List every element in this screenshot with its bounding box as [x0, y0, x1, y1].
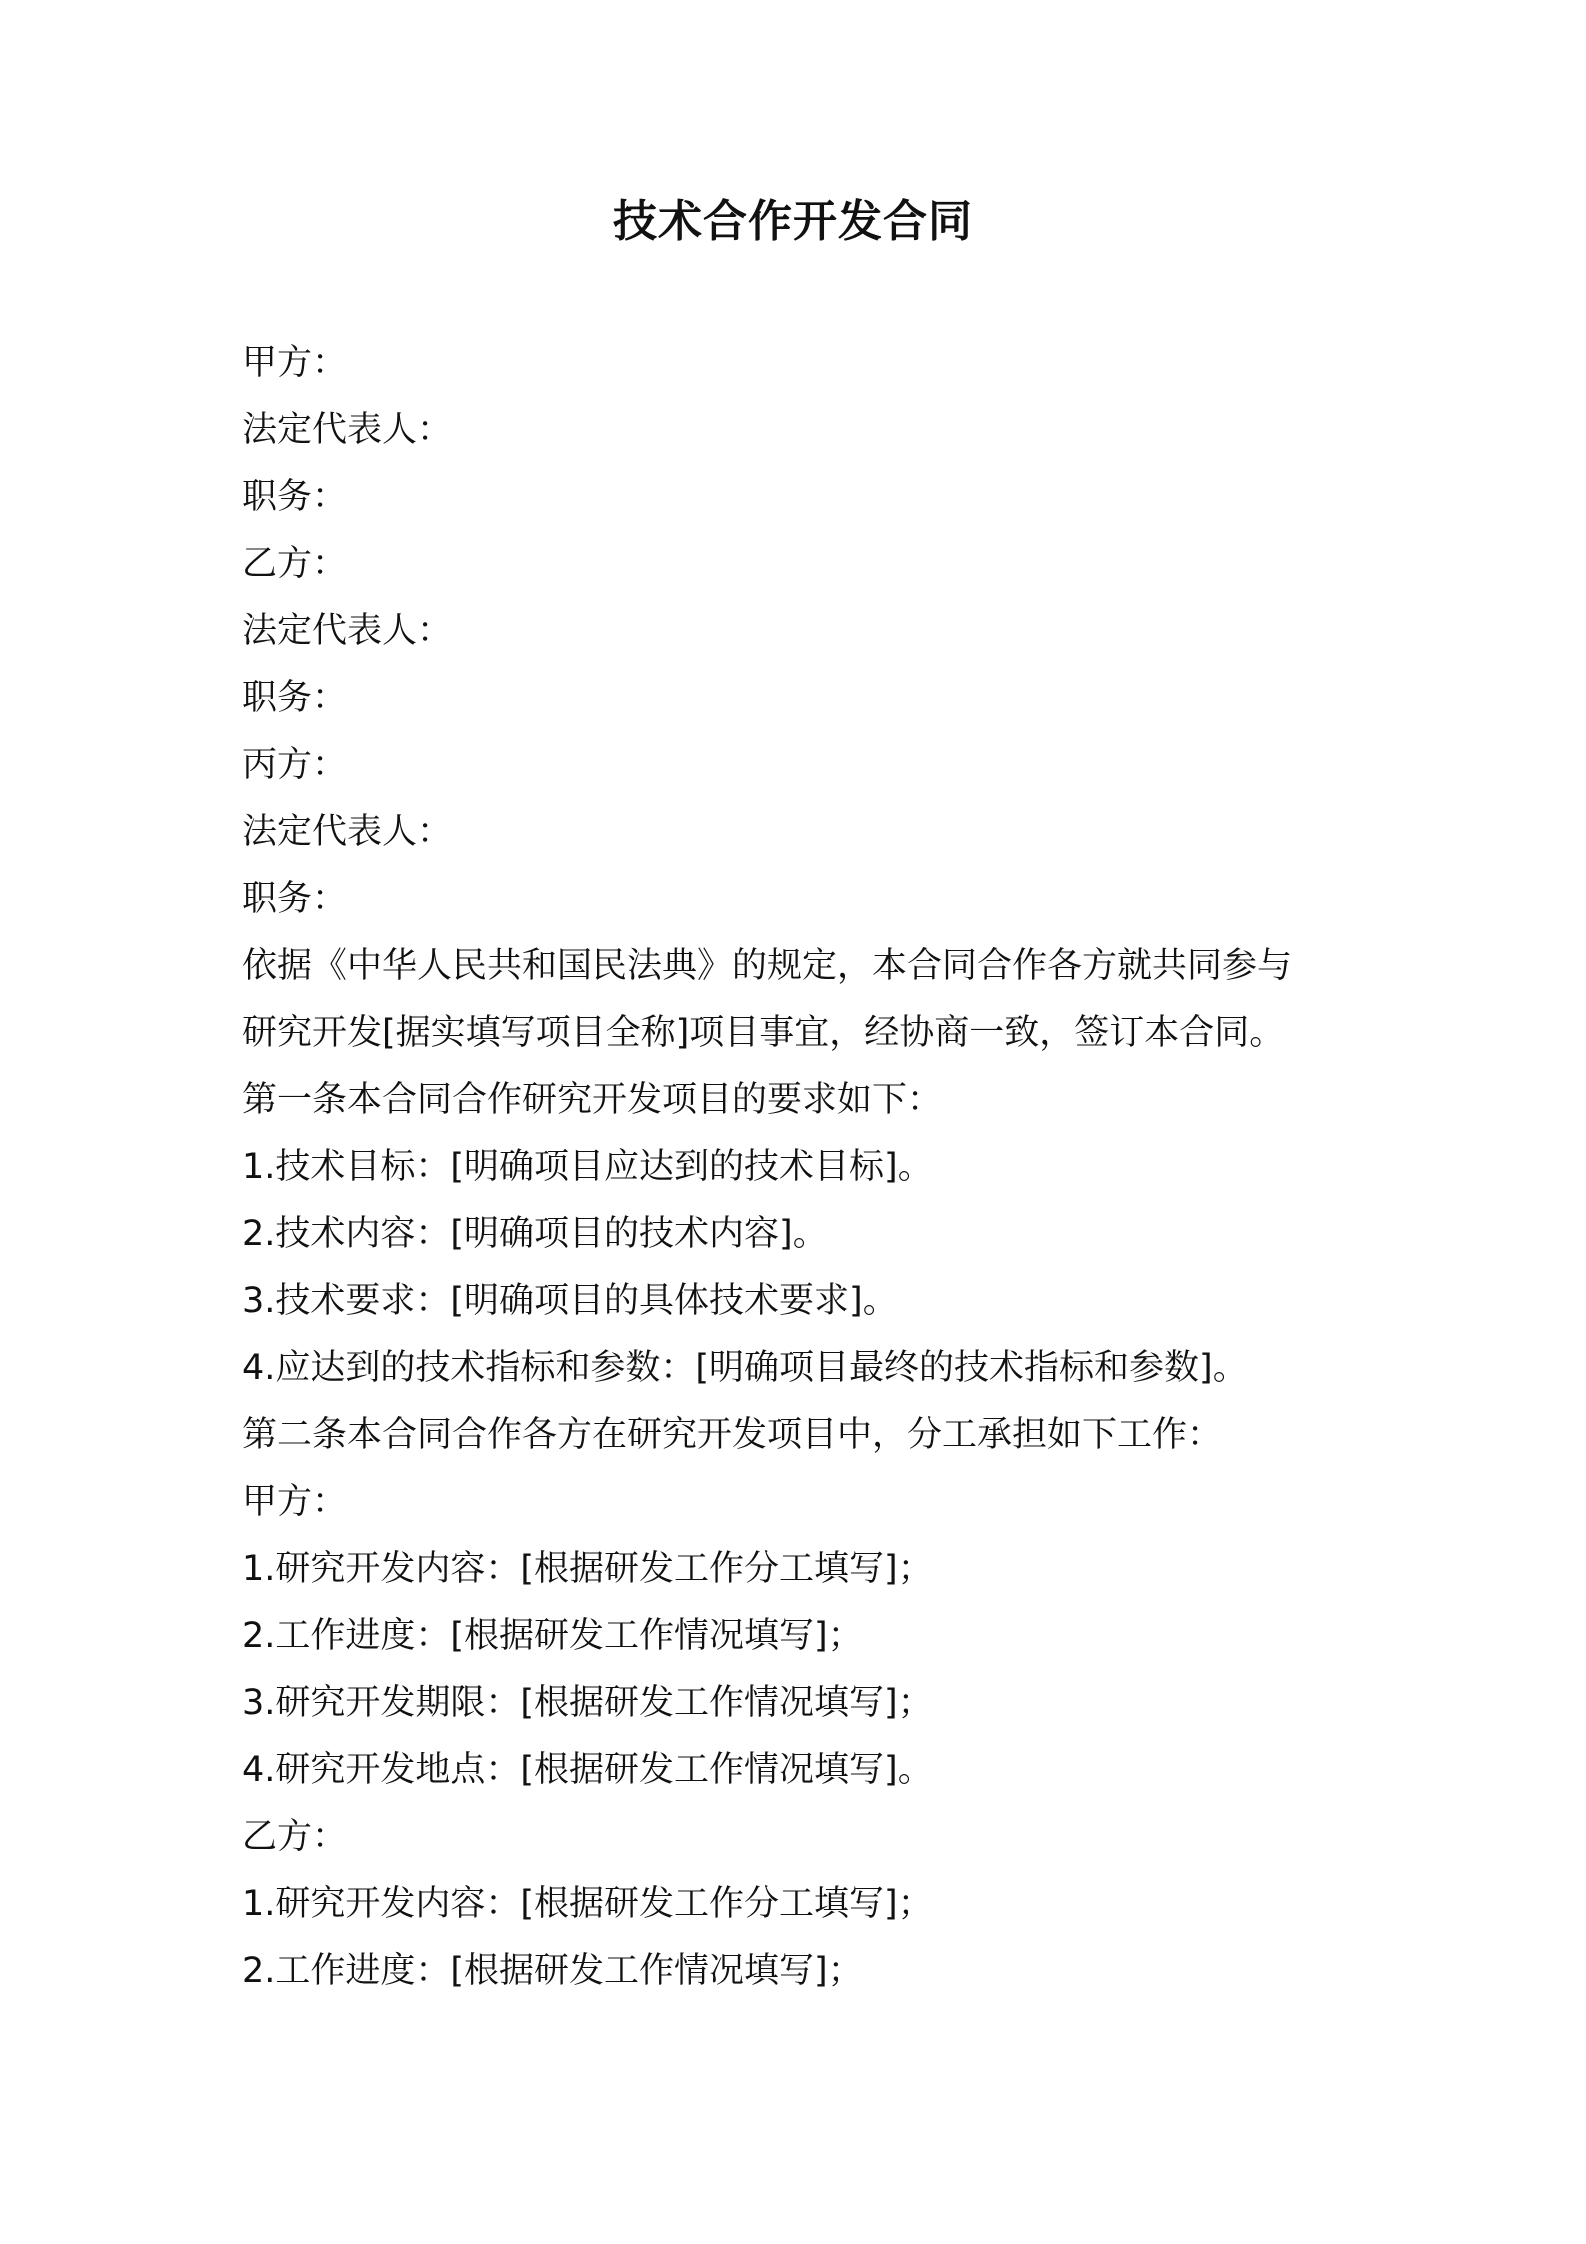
- party-a-item-4: 4.研究开发地点：[根据研发工作情况填写]。: [242, 1750, 933, 1790]
- article-2-party-a-label: 甲方：: [242, 1482, 348, 1522]
- party-c-label: 丙方：: [242, 745, 348, 785]
- article-2-party-b-label: 乙方：: [242, 1817, 348, 1857]
- document-body: [242, 330, 1372, 2005]
- party-c-legal-representative: 法定代表人：: [242, 812, 453, 852]
- party-a-position: 职务：: [242, 477, 348, 517]
- preamble-line-2: 研究开发[据实填写项目全称]项目事宜，经协商一致，签订本合同。: [242, 1013, 1285, 1053]
- party-c-position: 职务：: [242, 879, 348, 919]
- party-b-item-1: 1.研究开发内容：[根据研发工作分工填写]；: [242, 1884, 933, 1924]
- article-1-item-3: 3.技术要求：[明确项目的具体技术要求]。: [242, 1281, 898, 1321]
- preamble-line-1: 依据《中华人民共和国民法典》的规定，本合同合作各方就共同参与: [242, 946, 1293, 986]
- party-b-label: 乙方：: [242, 544, 348, 584]
- party-a-item-2: 2.工作进度：[根据研发工作情况填写]；: [242, 1616, 863, 1656]
- document-title: 技术合作开发合同: [613, 196, 973, 247]
- party-a-label: 甲方：: [242, 343, 348, 383]
- party-a-legal-representative: 法定代表人：: [242, 410, 453, 450]
- party-b-legal-representative: 法定代表人：: [242, 611, 453, 651]
- party-b-item-2: 2.工作进度：[根据研发工作情况填写]；: [242, 1951, 863, 1991]
- party-b-position: 职务：: [242, 678, 348, 718]
- article-1-item-1: 1.技术目标：[明确项目应达到的技术目标]。: [242, 1147, 933, 1187]
- party-a-item-1: 1.研究开发内容：[根据研发工作分工填写]；: [242, 1549, 933, 1589]
- party-a-item-3: 3.研究开发期限：[根据研发工作情况填写]；: [242, 1683, 933, 1723]
- article-1-item-4: 4.应达到的技术指标和参数：[明确项目最终的技术指标和参数]。: [242, 1348, 1248, 1388]
- article-2-heading: 第二条本合同合作各方在研究开发项目中，分工承担如下工作：: [242, 1415, 1223, 1455]
- article-1-item-2: 2.技术内容：[明确项目的技术内容]。: [242, 1214, 828, 1254]
- article-1-heading: 第一条本合同合作研究开发项目的要求如下：: [242, 1080, 943, 1120]
